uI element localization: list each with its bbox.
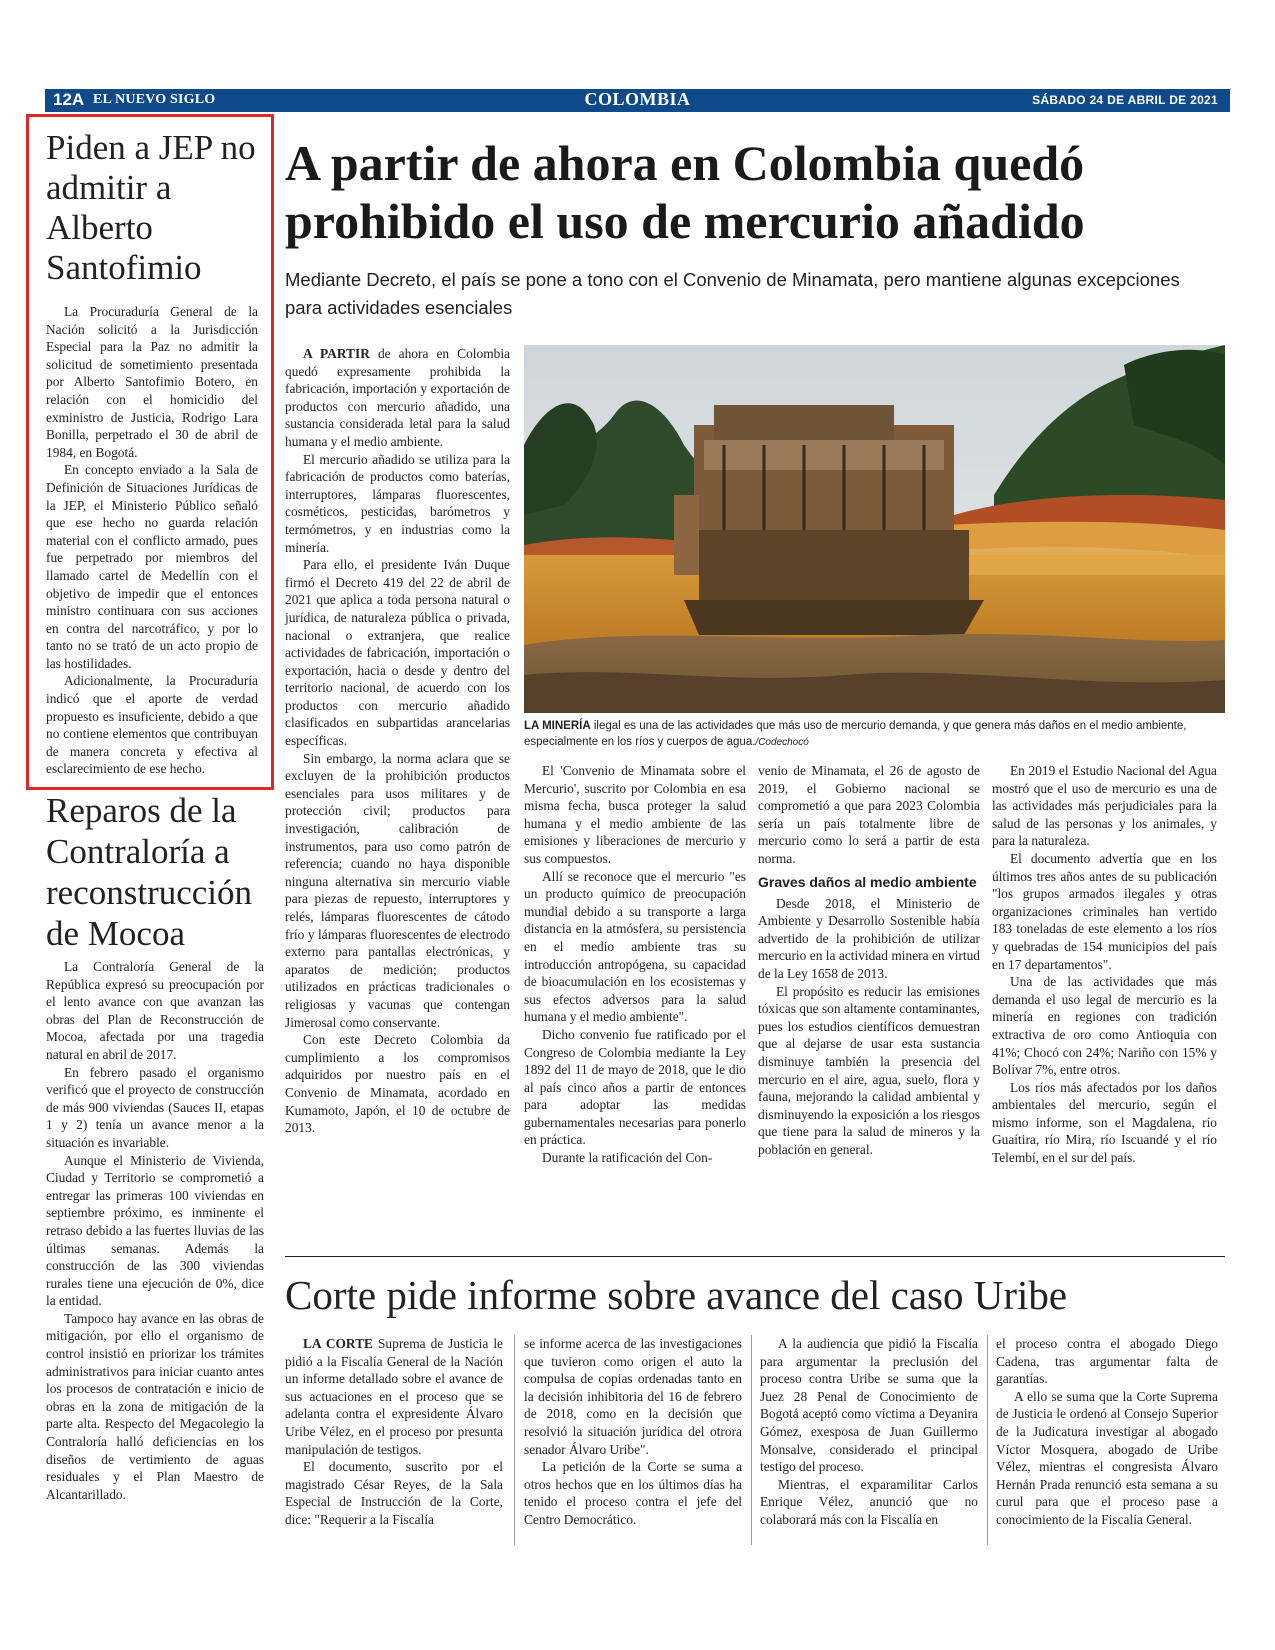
paragraph: el proceso contra el abogado Diego Cadena, tras argumentar falta de garantías.: [996, 1336, 1218, 1387]
paragraph: Durante la ratificación del Con-: [542, 1150, 713, 1166]
uribe-headline: Corte pide informe sobre avance del caso Uribe: [285, 1272, 1068, 1318]
paragraph: Suprema de Justicia le pidió a la Fiscalía General de la Nación un informe detallado sobre el avance de sus actuaciones en el proceso que se adelanta contra el expresidente Álvaro Uribe Vélez, en el proceso por presunta manipulación de testigos.: [285, 1336, 503, 1457]
paragraph: A la audiencia que pidió la Fiscalía para argumentar la preclusión del proceso contra Uribe se suma que la Juez 28 Penal de Conocimiento de Bogotá aceptó como víctima a Deyanira Gómez, exesposa de Juan Guillermo Monsalve, considerado el principal testigo del proceso.: [760, 1336, 978, 1475]
photo-credit: /Codechocó: [755, 737, 809, 748]
section-subhead: Graves daños al medio ambiente: [758, 873, 977, 890]
paragraph: se informe acerca de las investigaciones que tuvieron como origen el auto la compulsa de copias ordenadas tanto en la decisión inhibitoria del 16 de febrero de 2018, como en la decisión que resolvió la situación jurídica del otrora senador Álvaro Uribe".: [524, 1336, 742, 1457]
page-number: 12A: [53, 90, 85, 109]
paragraph: El documento, suscrito por el magistrado César Reyes, de la Sala Especial de Instrucción de la Corte, dice: "Requerir a la Fiscalía: [285, 1459, 503, 1527]
column-rule: [751, 1335, 752, 1545]
paragraph: El mercurio añadido se utiliza para la fabricación de productos como baterías, interruptores, lámparas fluorescentes, cosméticos, pesticidas, barómetros y termómetros, y en industrias como la minería.: [285, 451, 510, 555]
lead-in: A PARTIR: [303, 346, 370, 361]
mercurio-col-4: [992, 762, 1217, 1167]
publication-name: EL NUEVO SIGLO: [93, 92, 216, 107]
paragraph: La petición de la Corte se suma a otros hechos que en los últimos días ha tenido el proceso contra el jefe del Centro Democrático.: [524, 1459, 742, 1527]
paragraph: Dicho convenio fue ratificado por el Congreso de Colombia mediante la Ley 1892 del 11 de mayo de 2018, que le dio al país cinco años a partir de entonces para adoptar las medidas gubernamentales necesarias para ponerlo en práctica.: [524, 1026, 746, 1148]
jep-headline: Piden a JEP no admitir a Alberto Santofimio: [46, 128, 256, 287]
paragraph: Tampoco hay avance en las obras de mitigación, por ello el organismo de control insistió en priorizar los trámites administrativos para iniciar cuanto antes los procesos de contratación e inicio de obras en la zona de mitigación de la parte alta. Respecto del Megacolegio la Contraloría halló deficiencias en los diseños de vertimiento de aguas residuales y el Plan Maestro de Alcantarillado.: [46, 1310, 264, 1502]
section-title: COLOMBIA: [584, 89, 691, 109]
paragraph: En 2019 el Estudio Nacional del Agua mostró que el uso de mercurio es una de las actividades más perjudiciales para la salud de las personas y los animales, y para la naturaleza.: [992, 763, 1217, 849]
paragraph: Allí se reconoce que el mercurio "es un producto químico de preocupación mundial debido a su transporte a larga distancia en la atmósfera, su persistencia en el medio ambiente tras su introducción antropógena, su capacidad de bioacumulación en los ecosistemas y sus efectos adversos para la salud humana y el medio ambiente".: [524, 868, 746, 1025]
paragraph: La Contraloría General de la República expresó su preocupación por el lento avance con que avanzan las obras del Plan de Reconstrucción de Mocoa, afectada por una tragedia natural en abril de 2017.: [46, 959, 264, 1062]
jep-body: [46, 303, 258, 778]
paragraph: Sin embargo, la norma aclara que se excluyen de la prohibición productos esenciales para usos militares y de protección civil; productos para investigación, calibración de instrumentos, para uso como patrón de referencia; cuando no haya disponible ninguna alternativa sin mercurio viable para piezas de repuesto, interruptores y relés, lámparas fluorescentes de cátodo frío y lámparas fluorescentes de electrodo externo para pantallas electrónicas, y aparatos de medición; productos utilizados en prácticas tradicionales o religiosas y vacunas que contengan Jimerosal como conservante.: [285, 750, 510, 1030]
caption-text: ilegal es una de las actividades que más uso de mercurio demanda, y que genera más daños en el medio ambiente, especialmente en los ríos y cuerpos de agua.: [524, 720, 1187, 748]
mercurio-col-2: [524, 762, 746, 1167]
paragraph: En concepto enviado a la Sala de Definición de Situaciones Jurídicas de la JEP, el Ministerio Público señaló que ese hecho no guarda relación material con el conflicto armado, pues fue perpetrado por miembros del llamado cartel de Medellín con el objetivo de impedir que el entonces ministro continuara con sus acciones en contra del narcotráfico, y por lo tanto no se trató de un acto propio de las hostilidades.: [46, 462, 258, 671]
photo-caption: [524, 718, 1225, 751]
mining-barge-image: [524, 345, 1225, 713]
paragraph: El documento advertía que en los últimos tres años antes de su publicación "los grupos armados ilegales y otras organizaciones criminales han vertido 183 toneladas de este elemento a los ríos y quebradas de 154 municipios del país en 17 departamentos".: [992, 850, 1217, 972]
paragraph: Los ríos más afectados por los daños ambientales del mercurio, según el mismo informe, son el Magdalena, río Guaítira, río Mira, río Iscuandé y el río Telembí, en el sur del país.: [992, 1079, 1217, 1166]
mercurio-col-1: [285, 345, 510, 1137]
uribe-col-1: [285, 1335, 503, 1529]
paragraph: En febrero pasado el organismo verificó que el proyecto de construcción de más 900 viviendas (Sauces II, etapas 1 y 2) tenía un avance menor a la situación es invariable.: [46, 1064, 264, 1150]
paragraph: Una de las actividades que más demanda el uso legal de mercurio es la minería en regiones con tradición extractiva de oro como Antioquia con 41%; Chocó con 24%; Nariño con 15% y Bolívar 7%, entre otros.: [992, 974, 1217, 1078]
page-header: [45, 89, 1230, 112]
mocoa-body: [46, 958, 264, 1503]
paragraph: Mientras, el exparamilitar Carlos Enrique Vélez, anunció que no colaborará más con la Fiscalía en: [760, 1476, 978, 1527]
paragraph: La Procuraduría General de la Nación solicitó a la Jurisdicción Especial para la Paz no admitir la solicitud de sometimiento presentada por Alberto Santofimio Botero, en relación con el homicidio del exministro de Justicia, Rodrigo Lara Bonilla, perpetrado el 30 de abril de 1984, en Bogotá.: [46, 304, 258, 460]
caption-lead: LA MINERÍA: [524, 720, 591, 732]
section-divider: [285, 1256, 1225, 1257]
paragraph: Para ello, el presidente Iván Duque firmó el Decreto 419 del 22 de abril de 2021 que aplica a toda persona natural o jurídica, de naturaleza pública o privada, nacional o extranjera, que realice actividades de fabricación, importación o exportación, hacia o desde y dentro del territorio nacional, de acuerdo con los productos con mercurio añadido clasificados en subpartidas arancelarias específicas.: [285, 557, 510, 749]
main-subheadline: Mediante Decreto, el país se pone a tono con el Convenio de Minamata, pero mantiene algunas excepciones para actividades esenciales: [285, 269, 1180, 318]
uribe-col-2: [524, 1335, 742, 1529]
paragraph: A ello se suma que la Corte Suprema de Justicia le ordenó al Consejo Superior de la Judicatura investigar al abogado Víctor Mosquera, abogado de Uribe Vélez, mientras el congresista Álvaro Hernán Prada renunció esta semana a su curul para que el proceso pase a conocimiento de la Fiscalía General.: [996, 1388, 1218, 1527]
column-rule: [987, 1335, 988, 1545]
paragraph: El propósito es reducir las emisiones tóxicas que son altamente contaminantes, pues los estudios científicos demuestran que al dejarse de usar esta sustancia disminuye también la presencia del mercurio en el aire, agua, suelo, flora y fauna, mejorando la calidad ambiental y disminuyendo la exposición a los riesgos que tiene para la salud de mineros y la población en general.: [758, 983, 980, 1157]
paragraph: Con este Decreto Colombia da cumplimiento a los compromisos adquiridos por nuestro país en el Convenio de Minamata, acordado en Kumamoto, Japón, el 10 de octubre de 2013.: [285, 1032, 510, 1136]
column-rule: [514, 1335, 515, 1545]
mercurio-col-3: [758, 762, 980, 1158]
mocoa-headline: Reparos de la Contraloría a reconstrucción de Mocoa: [46, 791, 253, 953]
lead-in: LA CORTE: [303, 1336, 373, 1351]
mining-photo: [524, 345, 1225, 713]
paragraph: Desde 2018, el Ministerio de Ambiente y Desarrollo Sostenible había advertido de la prohibición de utilizar mercurio en la actividad minera en virtud de la Ley 1658 de 2013.: [758, 895, 980, 981]
paragraph: venio de Minamata, el 26 de agosto de 2019, el Gobierno nacional se comprometió a que para 2023 Colombia sería un país totalmente libre de mercurio como lo será a partir de esta norma.: [758, 763, 980, 866]
uribe-col-4: [996, 1335, 1218, 1529]
main-headline: A partir de ahora en Colombia quedó prohibido el uso de mercurio añadido: [285, 135, 1085, 249]
paragraph: Adicionalmente, la Procuraduría indicó que el aporte de verdad propuesto es insuficiente, debido a que no contiene elementos que contribuyan de manera concreta y efectiva al esclarecimiento de ese hecho.: [46, 673, 258, 777]
uribe-col-3: [760, 1335, 978, 1529]
issue-date: SÁBADO 24 DE ABRIL DE 2021: [1032, 93, 1218, 107]
paragraph: Aunque el Ministerio de Vivienda, Ciudad y Territorio se comprometió a entregar las primeras 100 viviendas en septiembre próximo, es inminente el retraso debido a las fuertes lluvias de las últimas semanas. Además la construcción de las 300 viviendas rurales tiene una ejecución de 0%, dice la entidad.: [46, 1152, 264, 1309]
paragraph: de ahora en Colombia quedó expresamente prohibida la fabricación, importación y exportación de productos con mercurio añadido, una sustancia considerada letal para la salud humana y el medio ambiente.: [285, 346, 510, 449]
paragraph: El 'Convenio de Minamata sobre el Mercurio', suscrito por Colombia en esa misma fecha, busca proteger la salud humana y el medio ambiente de las emisiones y liberaciones de mercurio y sus compuestos.: [524, 763, 746, 866]
